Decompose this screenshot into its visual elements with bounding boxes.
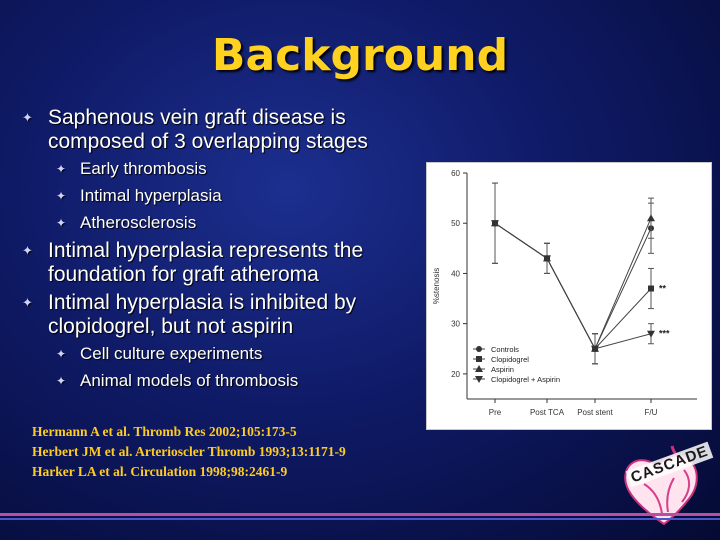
bullet-text: Cell culture experiments: [80, 344, 263, 363]
legend-label: Clopidogrel: [491, 355, 529, 364]
legend-label: Controls: [491, 345, 519, 354]
sub-bullet-item: [18, 212, 428, 234]
x-tick-label: F/U: [644, 408, 658, 417]
significance-annotation: ***: [659, 328, 670, 339]
sub-bullet-item: [18, 185, 428, 207]
star-bullet-icon: ✦: [22, 243, 33, 258]
y-tick-label: 50: [451, 219, 460, 229]
y-axis-label: %stenosis: [432, 267, 441, 305]
bullet-item: [18, 291, 428, 339]
legend-marker: [476, 346, 482, 352]
data-point: [648, 286, 654, 292]
legend-label: Aspirin: [491, 365, 514, 374]
bullet-list: [18, 106, 428, 397]
star-bullet-icon: ✦: [22, 110, 33, 125]
legend-label: Clopidogrel + Aspirin: [491, 375, 560, 384]
references: [32, 422, 346, 482]
stenosis-chart-svg: [427, 163, 711, 429]
sub-bullet-item: [18, 370, 428, 392]
divider-line: [0, 513, 720, 516]
bullet-text: Intimal hyperplasia: [80, 186, 222, 205]
y-tick-label: 20: [451, 369, 460, 379]
reference-item: Harker LA et al. Circulation 1998;98:2461-9: [32, 464, 288, 479]
y-tick-label: 30: [451, 319, 460, 329]
x-tick-label: Post TCA: [529, 408, 565, 417]
star-bullet-icon: ✦: [56, 189, 67, 203]
star-bullet-icon: ✦: [56, 374, 67, 388]
y-tick-label: 40: [451, 269, 460, 279]
legend-marker: [476, 356, 482, 362]
data-point: [647, 214, 655, 221]
sub-bullet-item: [18, 343, 428, 365]
stenosis-chart: [426, 162, 712, 430]
bullet-item: [18, 239, 428, 287]
reference-item: Hermann A et al. Thromb Res 2002;105:173-5: [32, 424, 297, 439]
series-line: [495, 223, 651, 349]
bullet-text: Atherosclerosis: [80, 213, 197, 232]
bullet-text: Early thrombosis: [80, 159, 207, 178]
bullet-text: Saphenous vein graft disease is composed of 3 overlapping stages: [48, 106, 368, 153]
x-tick-label: Pre: [488, 408, 502, 417]
reference-item: Herbert JM et al. Arterioscler Thromb 1993;13:1171-9: [32, 444, 346, 459]
y-tick-label: 60: [451, 169, 460, 178]
logo-text: CASCADE: [626, 442, 714, 488]
divider-line: [0, 518, 720, 520]
bullet-text: Animal models of thrombosis: [80, 371, 299, 390]
series-line: [495, 223, 651, 349]
star-bullet-icon: ✦: [56, 347, 67, 361]
star-bullet-icon: ✦: [22, 295, 33, 310]
bullet-item: [18, 106, 428, 154]
sub-bullet-item: [18, 158, 428, 180]
bullet-text: Intimal hyperplasia is inhibited by clopidogrel, but not aspirin: [48, 291, 357, 338]
star-bullet-icon: ✦: [56, 162, 67, 176]
bullet-text: Intimal hyperplasia represents the foundation for graft atheroma: [48, 239, 364, 286]
slide-title: Background: [211, 30, 509, 81]
series-line: [495, 218, 651, 349]
significance-annotation: **: [659, 283, 667, 294]
x-tick-label: Post stent: [577, 408, 613, 417]
star-bullet-icon: ✦: [56, 216, 67, 230]
series-line: [495, 223, 651, 349]
